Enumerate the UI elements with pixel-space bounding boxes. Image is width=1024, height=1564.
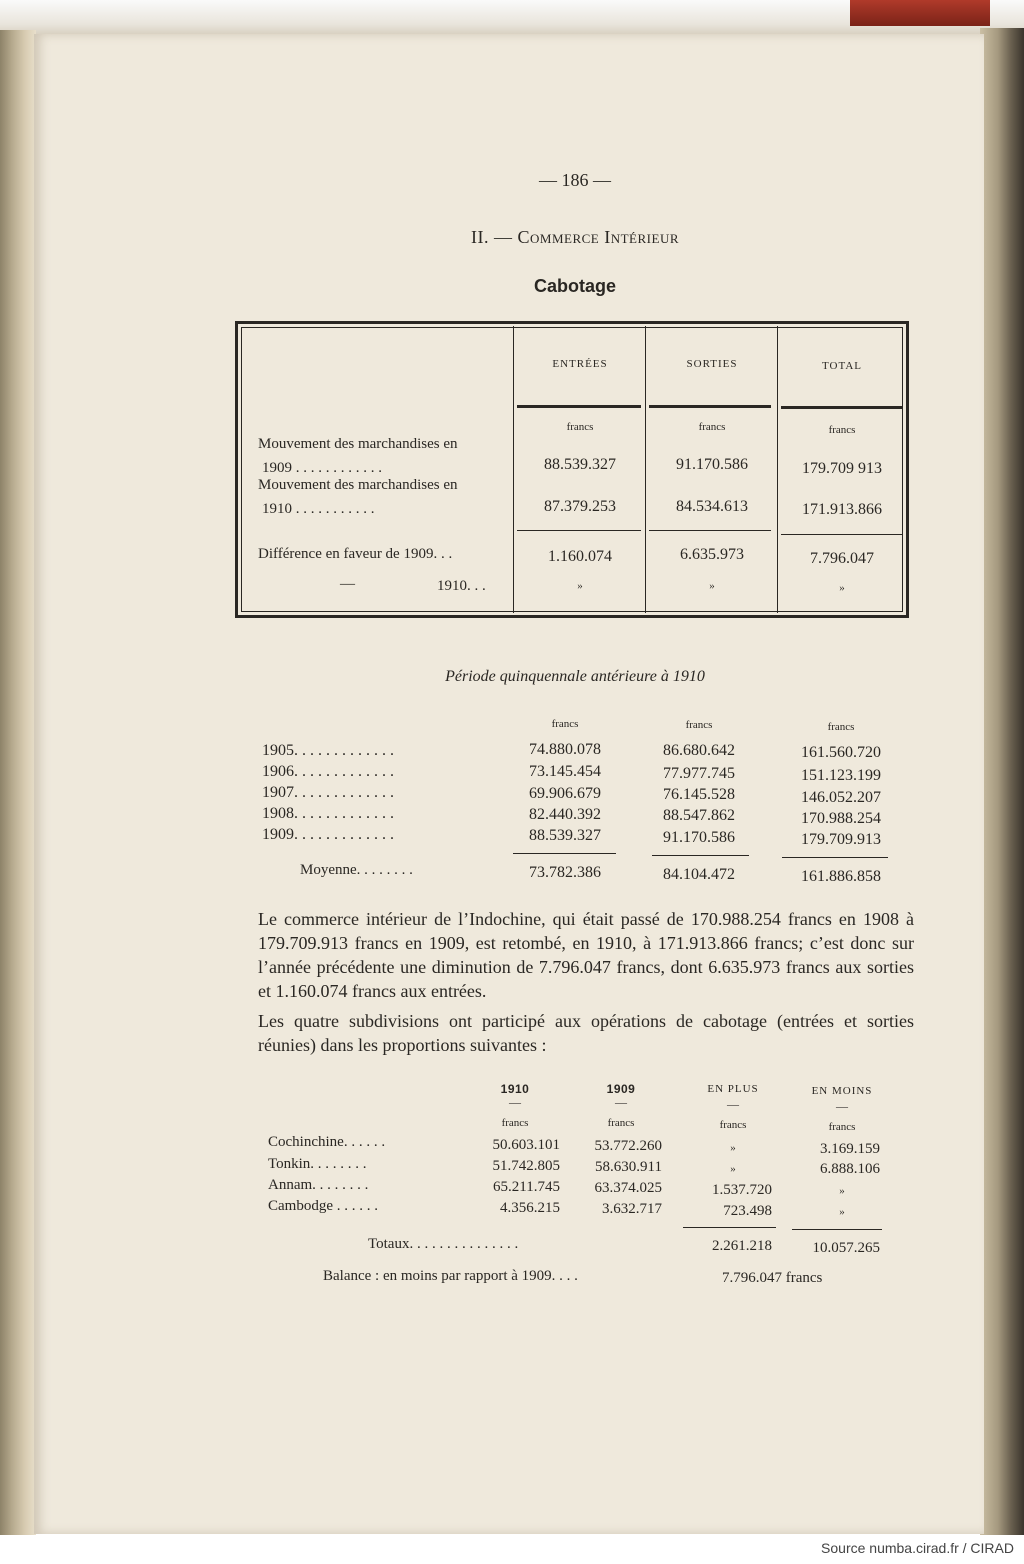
row-label: Mouvement des marchandises en (258, 477, 458, 493)
header-rule (781, 406, 902, 409)
paragraph: Le commerce intérieur de l’Indochine, qui était passé de 170.988.254 francs en 1908 à 179.709.913 francs en 1909, est retombé, en 1910, à 171.913.866 francs; c’est donc sur l’année précédente une diminution de 7.796.047 francs, dont 6.635.973 francs aux sorties et 1.160.074 francs aux entrées. (258, 909, 914, 1001)
table-cell: 88.539.327 (529, 827, 601, 844)
book-right-edge (980, 28, 1024, 1535)
section-name: Commerce Intérieur (517, 227, 679, 247)
table-cell: 7.796.047 (810, 550, 874, 567)
table-cell: 84.534.613 (676, 498, 748, 515)
unit-label: francs (828, 424, 856, 436)
page-number: — 186 — (539, 170, 611, 190)
unit-label: francs (551, 718, 579, 730)
table-cell: 1.537.720 (712, 1182, 772, 1198)
table-cell: 88.539.327 (544, 456, 616, 473)
table-cell: » (839, 582, 845, 594)
average-label: Moyenne. . . . . . . . (300, 862, 413, 878)
header-rule (649, 405, 771, 408)
table-cell: 170.988.254 (801, 810, 881, 827)
table-cell: 161.560.720 (801, 744, 881, 761)
dash-mark: — (727, 1097, 739, 1111)
period-year: 1908. . . . . . . . . . . . . (262, 805, 394, 822)
table-cell: 6.888.106 (820, 1161, 880, 1177)
table-cell: 3.632.717 (602, 1201, 662, 1217)
totals-label: Totaux. . . . . . . . . . . . . . . (368, 1236, 519, 1252)
unit-label: francs (827, 721, 855, 733)
subdivision-label: Cambodge . . . . . . (268, 1198, 378, 1214)
row-label: Mouvement des marchandises en (258, 436, 458, 452)
table-cell: 1.160.074 (548, 548, 612, 565)
table-cell: 74.880.078 (529, 741, 601, 758)
subtotal-rule (517, 530, 641, 531)
table-cell: 146.052.207 (801, 789, 881, 806)
table-cell: 63.374.025 (594, 1180, 662, 1196)
table-cell: 53.772.260 (594, 1138, 662, 1154)
column-header-entrees: ENTRÉES (552, 358, 608, 370)
table-cell: 76.145.528 (663, 786, 735, 803)
dash-mark: — (615, 1095, 627, 1109)
sum-rule (782, 857, 888, 858)
table-cell: » (577, 580, 583, 592)
column-header-total: TOTAL (822, 360, 862, 372)
source-credit: Source numba.cirad.fr / CIRAD (821, 1540, 1014, 1556)
subdivision-label: Annam. . . . . . . . (268, 1177, 369, 1193)
subtotal-rule (781, 534, 902, 535)
table-cell: 171.913.866 (802, 501, 882, 518)
row-label: Différence en faveur de 1909. . . (258, 546, 453, 562)
table-cell: 6.635.973 (680, 546, 744, 563)
balance-label: Balance : en moins par rapport à 1909. . . . (323, 1268, 578, 1284)
table-cell: 723.498 (723, 1203, 772, 1219)
subtitle: Cabotage (533, 276, 616, 296)
book-cover-ribbon (850, 0, 990, 26)
row-label-year: 1910 . . . . . . . . . . . (262, 501, 375, 517)
subdivision-label: Tonkin. . . . . . . . (268, 1156, 367, 1172)
table-cell: 88.547.862 (663, 807, 735, 824)
period-title: Période quinquennale antérieure à 1910 (445, 668, 705, 685)
unit-label: francs (501, 1117, 529, 1129)
unit-label: francs (828, 1121, 856, 1133)
table-cell: 179.709.913 (801, 831, 881, 848)
paragraph: Les quatre subdivisions ont participé aux opérations de cabotage (entrées et sorties réunies) dans les proportions suivantes : (258, 1011, 914, 1055)
period-year: 1907. . . . . . . . . . . . . (262, 784, 394, 801)
table-cell: 179.709 913 (802, 460, 882, 477)
unit-label: francs (719, 1119, 747, 1131)
column-header-sorties: SORTIES (686, 358, 738, 370)
totals-value: 10.057.265 (812, 1240, 880, 1256)
row-label-year: 1909 . . . . . . . . . . . . (262, 460, 382, 476)
totals-value: 2.261.218 (712, 1238, 772, 1254)
section-title (0, 227, 1024, 248)
table-cell: » (839, 1206, 845, 1218)
header-rule (517, 405, 641, 408)
table-cell: 3.169.159 (820, 1141, 880, 1157)
row-label-year: 1910. . . (437, 578, 486, 594)
ditto-mark: — (340, 576, 355, 592)
subtotal-rule (649, 530, 771, 531)
dash-mark: — (836, 1099, 848, 1113)
table-cell: » (730, 1163, 736, 1175)
table-cell: 50.603.101 (492, 1137, 560, 1153)
column-header-en-plus: EN PLUS (707, 1083, 759, 1095)
column-header-en-moins: EN MOINS (811, 1085, 873, 1097)
table-cell: 73.145.454 (529, 763, 601, 780)
unit-label: francs (698, 421, 726, 433)
period-year: 1906. . . . . . . . . . . . . (262, 763, 394, 780)
dash-mark: — (509, 1095, 521, 1109)
table-cell: 91.170.586 (676, 456, 748, 473)
unit-label: francs (685, 719, 713, 731)
column-divider (513, 326, 514, 613)
average-value: 161.886.858 (801, 868, 881, 885)
table-cell: 69.906.679 (529, 785, 601, 802)
sum-rule (513, 853, 616, 854)
column-divider (777, 326, 778, 613)
table-cell: 4.356.215 (500, 1200, 560, 1216)
balance-value: 7.796.047 francs (722, 1270, 823, 1286)
table-cell: 65.211.745 (493, 1179, 560, 1195)
sum-rule (683, 1227, 776, 1228)
average-value: 84.104.472 (663, 866, 735, 883)
table-cell: » (709, 580, 715, 592)
period-year: 1909. . . . . . . . . . . . . (262, 826, 394, 843)
unit-label: francs (607, 1117, 635, 1129)
table-cell: 91.170.586 (663, 829, 735, 846)
average-value: 73.782.386 (529, 864, 601, 881)
table-cell: 77.977.745 (663, 765, 735, 782)
table-cell: 151.123.199 (801, 767, 881, 784)
table-cell: 86.680.642 (663, 742, 735, 759)
column-header-1909: 1909 (606, 1082, 636, 1096)
table-cell: 87.379.253 (544, 498, 616, 515)
table-cell: 82.440.392 (529, 806, 601, 823)
sum-rule (792, 1229, 882, 1230)
table-cell: 58.630.911 (595, 1159, 662, 1175)
table-cell: » (839, 1185, 845, 1197)
sum-rule (652, 855, 749, 856)
column-divider (645, 326, 646, 613)
subdivision-label: Cochinchine. . . . . . (268, 1134, 386, 1150)
period-year: 1905. . . . . . . . . . . . . (262, 742, 394, 759)
table-cell: » (730, 1142, 736, 1154)
book-left-edge (0, 30, 36, 1535)
unit-label: francs (566, 421, 594, 433)
column-header-1910: 1910 (500, 1082, 530, 1096)
section-numeral: II. — (471, 227, 513, 247)
body-text (258, 907, 914, 1057)
table-cell: 51.742.805 (492, 1158, 560, 1174)
